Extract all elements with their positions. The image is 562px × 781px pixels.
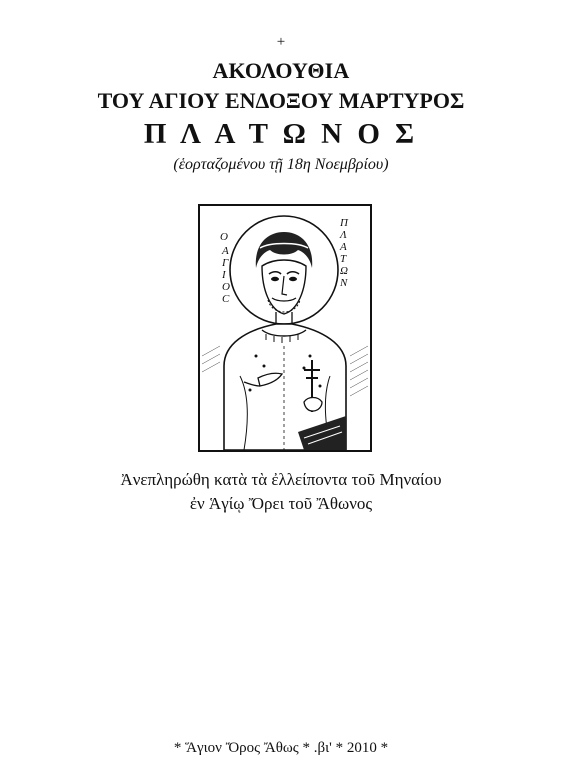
icon-inscription-right-3: Α — [340, 241, 347, 253]
icon-inscription-left-3: Γ — [222, 257, 229, 269]
icon-inscription-left-1: Ο — [220, 231, 228, 243]
icon-inscription-left-5: Ο — [222, 281, 230, 293]
saint-icon-image — [198, 204, 372, 452]
caption-line-1: Ἀνεπληρώθη κατὰ τὰ ἐλλείποντα τοῦ Μηναίου — [120, 470, 442, 489]
icon-inscription-right-6: Ν — [340, 277, 348, 289]
title-line-2: ΤΟΥ ΑΓΙΟΥ ΕΝΔΟΞΟΥ ΜΑΡΤΥΡΟΣ — [97, 88, 465, 113]
feast-day-subtitle: (ἑορταζομένου τῇ 18η Νοεμβρίου) — [173, 156, 389, 173]
icon-inscription-left-6: C — [222, 293, 230, 305]
footer-text: * Ἅγιον Ὄρος Ἄθως * .βι' * 2010 * — [173, 740, 389, 756]
icon-inscription-right-4: Τ — [340, 253, 347, 265]
cross-mark: + — [276, 34, 286, 50]
saint-icon-drawing — [200, 206, 370, 450]
caption-line-2: ἐν Ἁγίῳ Ὄρει τοῦ Ἄθωνος — [189, 494, 373, 513]
icon-inscription-right-5: Ω — [340, 265, 348, 277]
saint-name-title: Π Λ Α Τ Ω Ν Ο Σ — [143, 118, 419, 150]
icon-inscription-left-2: Α — [222, 245, 229, 257]
icon-inscription-right-2: Λ — [340, 229, 347, 241]
icon-inscription-left-4: Ι — [222, 269, 226, 281]
icon-inscription-right-1: Π — [340, 217, 348, 229]
title-line-1: ΑΚΟΛΟΥΘΙΑ — [212, 58, 350, 83]
